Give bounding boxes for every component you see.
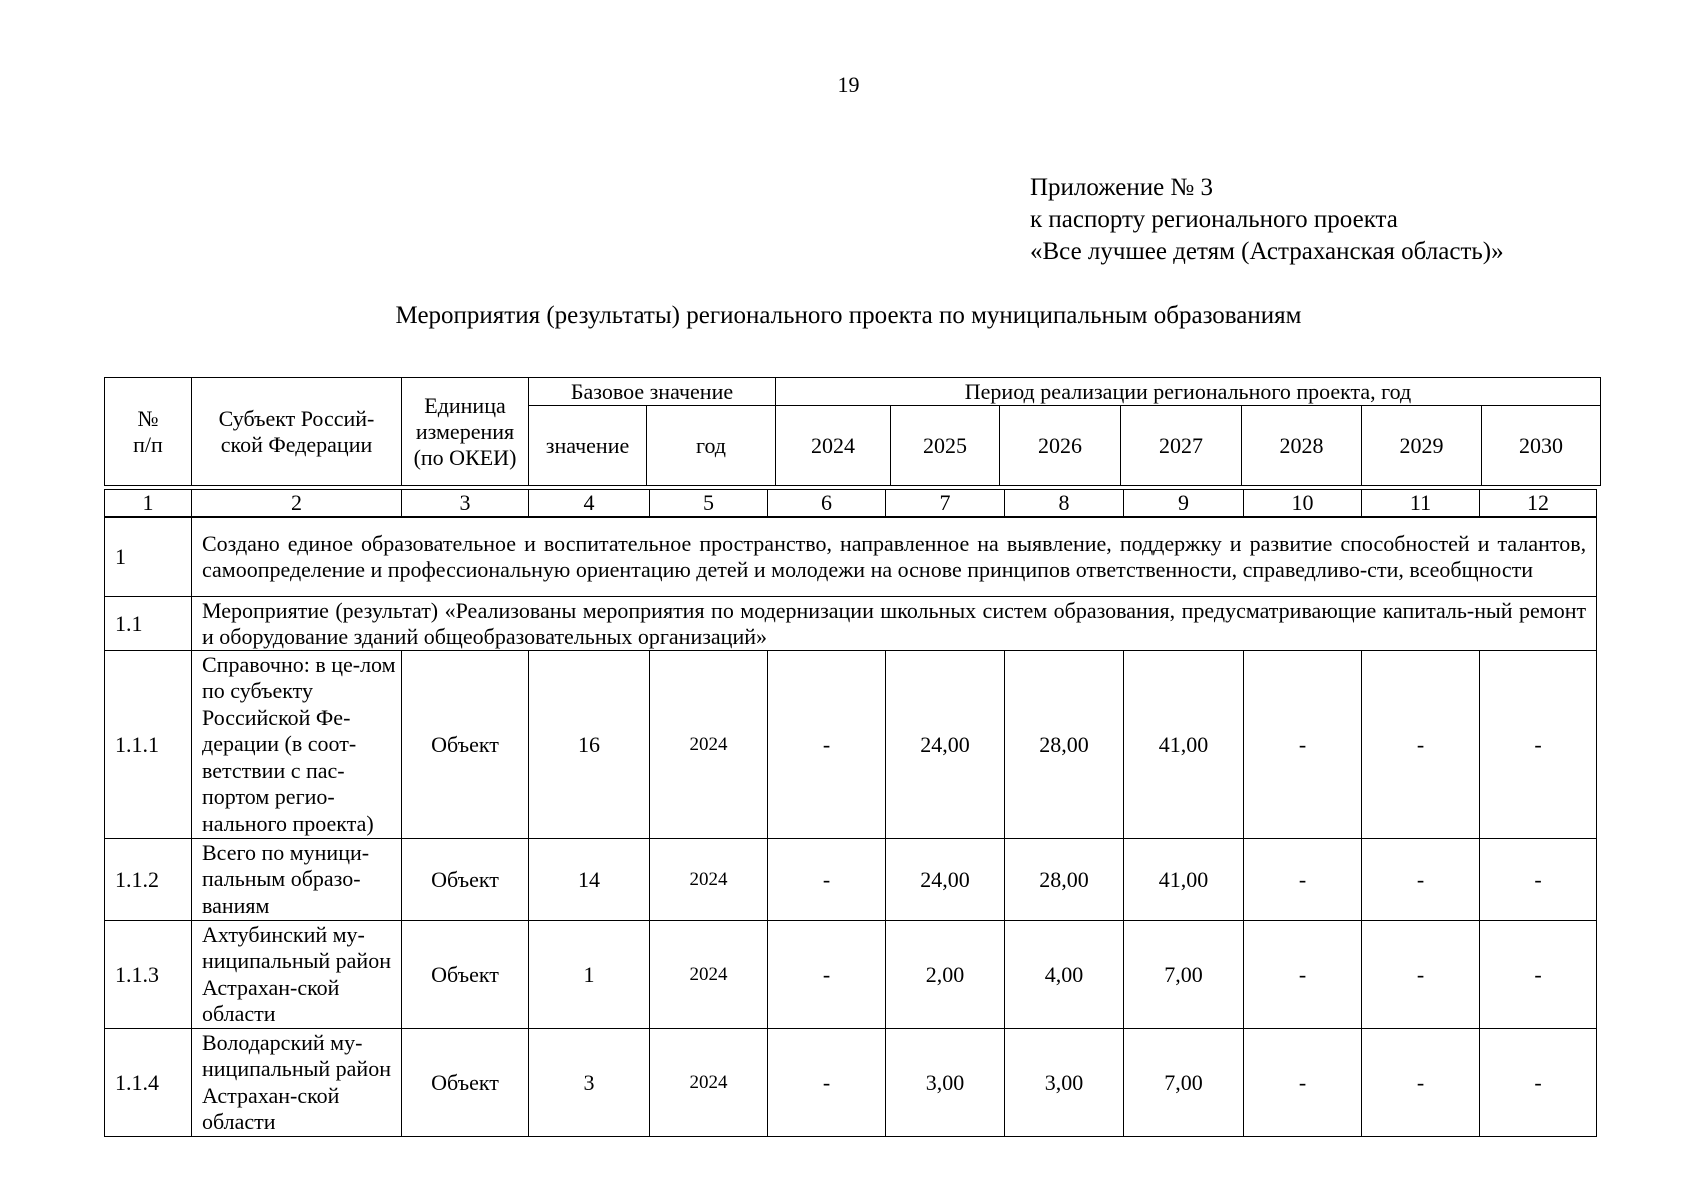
column-number: 11: [1362, 490, 1480, 517]
row-subject: Всего по муници-пальным образо-ваниям: [192, 839, 402, 921]
row-base-year: 2024: [650, 839, 768, 921]
column-number: 7: [886, 490, 1005, 517]
row-value-2028: -: [1244, 651, 1362, 839]
column-number: 2: [192, 490, 402, 517]
column-number-row: [104, 489, 1597, 517]
row-value-2027: 41,00: [1124, 839, 1244, 921]
row-base-value: 3: [529, 1029, 650, 1137]
column-number: 6: [768, 490, 886, 517]
document-title: Мероприятия (результаты) регионального проекта по муниципальным образованиям: [395, 302, 1302, 329]
row-value-2026: 28,00: [1005, 839, 1124, 921]
row-value-2027: 41,00: [1124, 651, 1244, 839]
row-unit: Объект: [402, 839, 529, 921]
header-year-2025: 2025: [891, 406, 1000, 486]
row-unit: Объект: [402, 921, 529, 1029]
column-number: 12: [1480, 490, 1597, 517]
header-year-2024: 2024: [776, 406, 891, 486]
column-number: 5: [650, 490, 768, 517]
row-value-2029: -: [1362, 839, 1480, 921]
header-subject: Субъект Россий-ской Федерации: [192, 378, 402, 486]
header-base-value-value: значение: [529, 406, 647, 486]
column-number: 1: [105, 490, 192, 517]
row-value-2024: -: [768, 1029, 886, 1137]
row-subject: Ахтубинский му-ниципальный район Астрахан-ской области: [192, 921, 402, 1029]
results-table: [104, 517, 1597, 1137]
row-value-2025: 2,00: [886, 921, 1005, 1029]
column-number: 9: [1124, 490, 1244, 517]
table-row: [105, 651, 1597, 839]
header-year-2029: 2029: [1362, 406, 1482, 486]
row-value-2026: 4,00: [1005, 921, 1124, 1029]
header-year-2028: 2028: [1242, 406, 1362, 486]
section-code: 1.1: [105, 597, 192, 651]
row-value-2027: 7,00: [1124, 921, 1244, 1029]
row-unit: Объект: [402, 1029, 529, 1137]
row-value-2028: -: [1244, 839, 1362, 921]
appendix-note: [1030, 172, 1504, 268]
row-base-year: 2024: [650, 651, 768, 839]
row-value-2026: 3,00: [1005, 1029, 1124, 1137]
row-value-2026: 28,00: [1005, 651, 1124, 839]
row-value-2024: -: [768, 839, 886, 921]
column-number: 4: [529, 490, 650, 517]
appendix-line-1: Приложение № 3: [1030, 174, 1214, 201]
table-row: [105, 839, 1597, 921]
row-base-year: 2024: [650, 921, 768, 1029]
page-number: 19: [837, 72, 860, 97]
row-value-2030: -: [1480, 1029, 1597, 1137]
row-value-2030: -: [1480, 921, 1597, 1029]
section-row: [105, 518, 1597, 597]
header-number: № п/п: [105, 378, 192, 486]
row-value-2028: -: [1244, 921, 1362, 1029]
header-period: Период реализации регионального проекта, год: [776, 378, 1601, 406]
row-value-2027: 7,00: [1124, 1029, 1244, 1137]
row-value-2029: -: [1362, 1029, 1480, 1137]
row-value-2028: -: [1244, 1029, 1362, 1137]
column-number: 3: [402, 490, 529, 517]
row-base-year: 2024: [650, 1029, 768, 1137]
row-value-2029: -: [1362, 921, 1480, 1029]
row-base-value: 16: [529, 651, 650, 839]
table-row: [105, 1029, 1597, 1137]
section-code: 1: [105, 518, 192, 597]
section-text: Мероприятие (результат) «Реализованы мероприятия по модернизации школьных систем образования, предусматривающие капиталь-ный ремонт и оборудование зданий общеобразовательных организаций»: [192, 597, 1597, 651]
header-unit: Единица измерения (по ОКЕИ): [402, 378, 529, 486]
section-text: Создано единое образовательное и воспитательное пространство, направленное на выявление, поддержку и развитие способностей и талантов, самоопределение и профессиональную ориентацию детей и молодежи на основе принципов ответственности, справедливо-сти, всеобщности: [192, 518, 1597, 597]
row-value-2025: 3,00: [886, 1029, 1005, 1137]
row-subject: Справочно: в це-лом по субъекту Российской Фе-дерации (в соот-ветствии с пас-портом регио-нального проекта): [192, 651, 402, 839]
row-value-2024: -: [768, 921, 886, 1029]
header-base-value: Базовое значение: [529, 378, 776, 406]
row-value-2030: -: [1480, 651, 1597, 839]
column-number: 10: [1244, 490, 1362, 517]
row-value-2025: 24,00: [886, 651, 1005, 839]
row-code: 1.1.1: [105, 651, 192, 839]
column-number: 8: [1005, 490, 1124, 517]
row-subject: Володарский му-ниципальный район Астрахан-ской области: [192, 1029, 402, 1137]
row-code: 1.1.3: [105, 921, 192, 1029]
row-value-2025: 24,00: [886, 839, 1005, 921]
header-year-2027: 2027: [1121, 406, 1242, 486]
row-code: 1.1.2: [105, 839, 192, 921]
row-value-2024: -: [768, 651, 886, 839]
row-base-value: 1: [529, 921, 650, 1029]
header-year-2030: 2030: [1482, 406, 1601, 486]
appendix-line-2: к паспорту регионального проекта: [1030, 206, 1398, 233]
row-value-2030: -: [1480, 839, 1597, 921]
row-base-value: 14: [529, 839, 650, 921]
header-base-value-year: год: [647, 406, 776, 486]
table-header: [104, 377, 1601, 486]
row-value-2029: -: [1362, 651, 1480, 839]
header-year-2026: 2026: [1000, 406, 1121, 486]
row-code: 1.1.4: [105, 1029, 192, 1137]
appendix-line-3: «Все лучшее детям (Астраханская область)»: [1030, 238, 1504, 265]
table-row: [105, 921, 1597, 1029]
row-unit: Объект: [402, 651, 529, 839]
section-row: [105, 597, 1597, 651]
